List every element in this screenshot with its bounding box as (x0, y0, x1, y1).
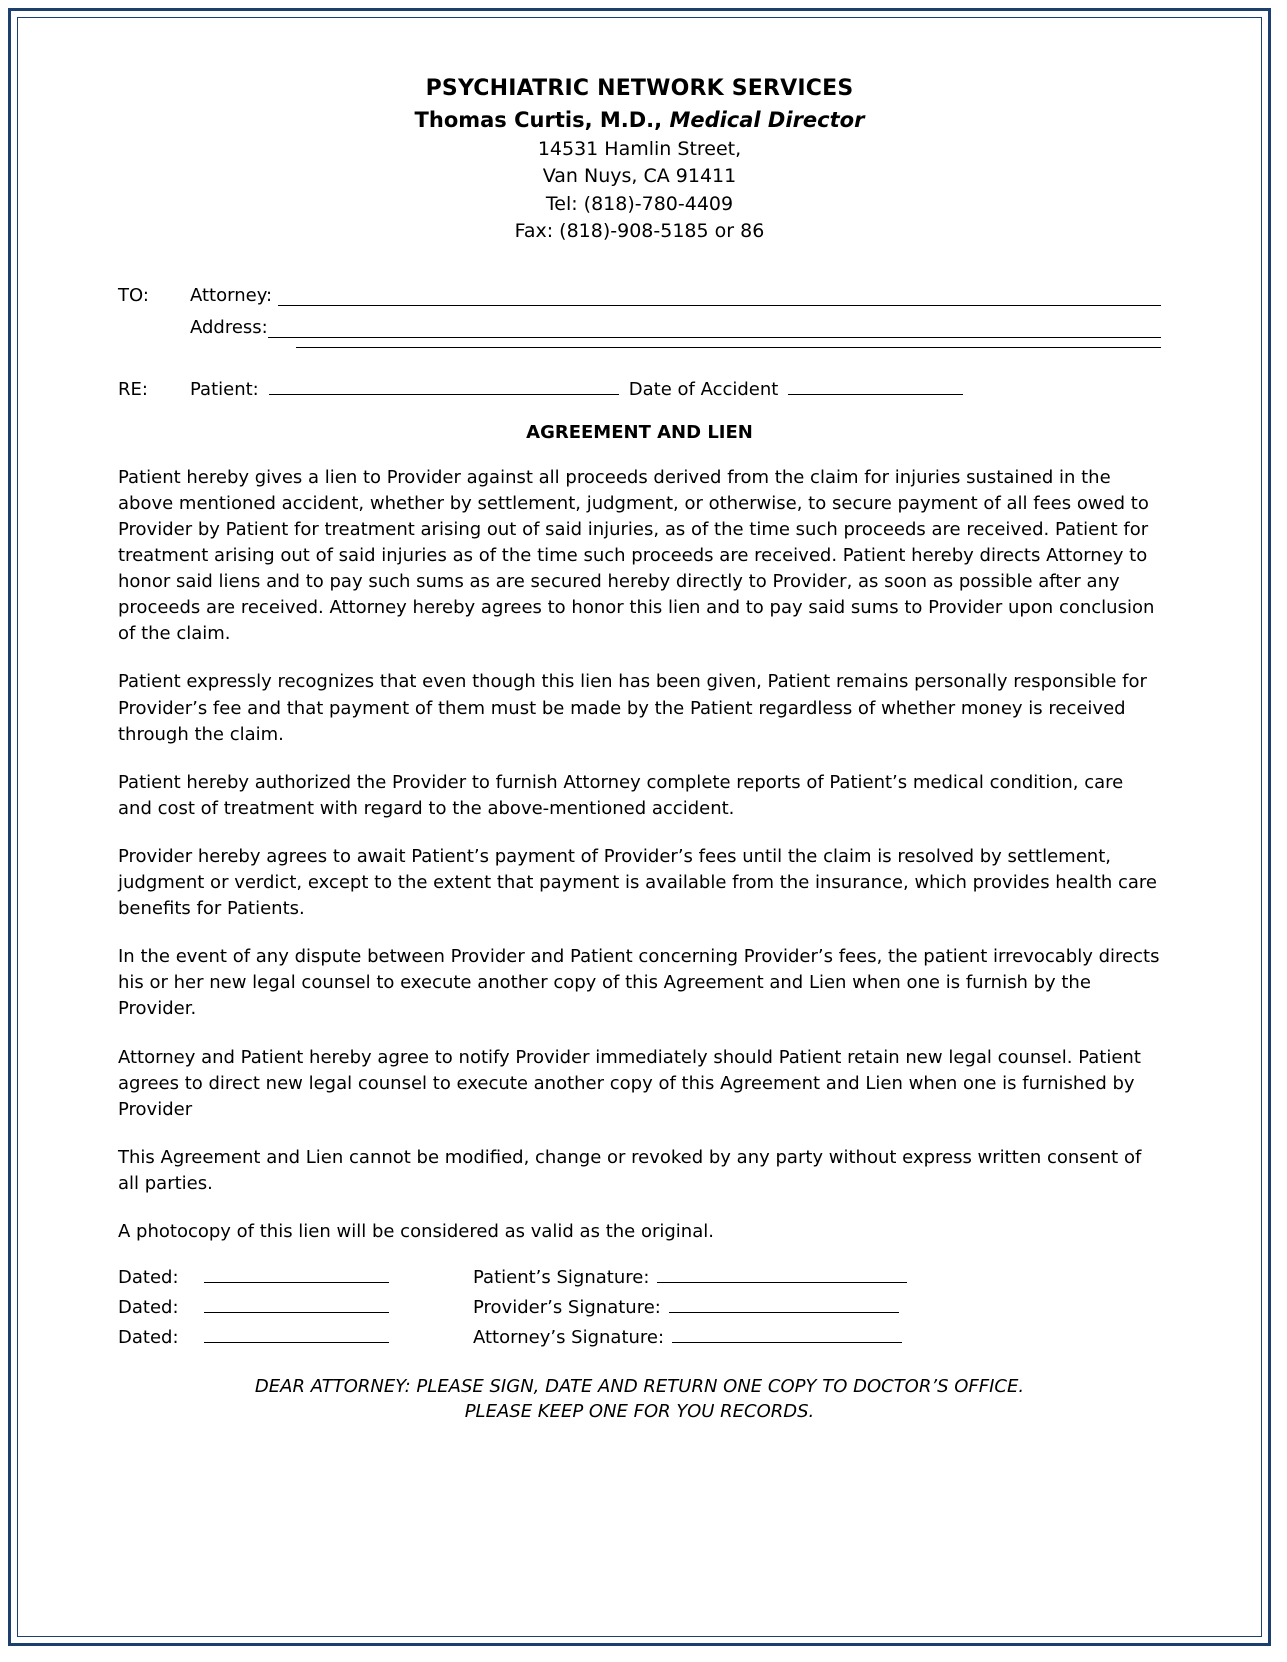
paragraph-1: Patient hereby gives a lien to Provider against all proceeds derived from the claim for injuries sustained in the above mentioned accident, whether by settlement, judgment, or otherwise, to secure payment of all fees owed to Provider by Patient for treatment arising out of said injuries, as of the time such proceeds are received. Patient for treatment arising out of said injuries as of the time such proceeds are received. Patient hereby directs Attorney to honor said liens and to pay such sums as are secured hereby directly to Provider, as soon as possible after any proceeds are received. Attorney hereby agrees to honor this lien and to pay said sums to Provider upon conclusion of the claim. (118, 466, 1155, 645)
provider-signature-input[interactable] (669, 1311, 899, 1313)
organization-name: PSYCHIATRIC NETWORK SERVICES (425, 76, 854, 101)
provider-signature-label: Provider’s Signature: (473, 1297, 661, 1319)
attorney-signature-label: Attorney’s Signature: (473, 1327, 665, 1349)
address-row-1 (118, 314, 1161, 343)
dated-input-provider[interactable] (204, 1311, 389, 1313)
address-line-1: 14531 Hamlin Street, (537, 138, 742, 161)
address-line-2: Van Nuys, CA 91411 (542, 165, 737, 188)
date-of-accident-input[interactable] (788, 393, 963, 395)
footer-note (118, 1374, 1161, 1424)
director-title: Medical Director (669, 108, 865, 133)
dated-label-provider: Dated: (118, 1297, 179, 1319)
fax-line: Fax: (818)-908-5185 or 86 (514, 219, 765, 242)
address-input-1[interactable] (268, 336, 1161, 338)
attorney-signature-input[interactable] (672, 1341, 902, 1343)
patient-input[interactable] (269, 393, 619, 395)
paragraph-2: Patient expressly recognizes that even though this lien has been given, Patient remains personally responsible for Provider’s fee and that payment of them must be made by the Patient regardless of whether money is received through the claim. (118, 671, 1147, 745)
recipient-block (118, 282, 1161, 353)
agreement-text (118, 465, 1161, 1245)
patient-signature-input[interactable] (657, 1281, 907, 1283)
document-body (18, 18, 1261, 1636)
paragraph-3: Patient hereby authorized the Provider to furnish Attorney complete reports of Patient’s medical condition, care and cost of treatment with regard to the above-mentioned accident. (118, 771, 1124, 819)
medical-director-line (118, 107, 1161, 135)
signature-block (118, 1267, 1161, 1348)
dated-label-patient: Dated: (118, 1267, 179, 1289)
re-label: RE: (118, 378, 148, 400)
paragraph-7: This Agreement and Lien cannot be modified, change or revoked by any party without express written consent of all parties. (118, 1146, 1142, 1194)
footer-line-2: PLEASE KEEP ONE FOR YOU RECORDS. (464, 1401, 815, 1423)
address-label: Address: (190, 317, 268, 339)
patient-label: Patient: (190, 378, 259, 400)
dated-input-attorney[interactable] (204, 1341, 389, 1343)
attorney-input[interactable] (278, 304, 1161, 306)
paragraph-5: In the event of any dispute between Provider and Patient concerning Provider’s fees, the patient irrevocably directs his or her new legal counsel to execute another copy of this Agreement and Lien when one is furnish by the Provider. (118, 946, 1160, 1020)
reference-block (118, 379, 1161, 400)
paragraph-4: Provider hereby agrees to await Patient’s payment of Provider’s fees until the claim is resolved by settlement, judgment or verdict, except to the extent that payment is available from the insurance, which provides health care benefits for Patients. (118, 845, 1158, 920)
paragraph-8: A photocopy of this lien will be considered as valid as the original. (118, 1220, 714, 1242)
to-label: TO: (118, 285, 149, 307)
page-outer-border (8, 8, 1271, 1646)
dated-label-attorney: Dated: (118, 1327, 179, 1349)
attorney-row (118, 282, 1161, 311)
telephone-line: Tel: (818)-780-4409 (545, 192, 734, 215)
signature-row-patient (118, 1267, 1161, 1288)
patient-signature-label: Patient’s Signature: (473, 1267, 650, 1289)
signature-row-attorney (118, 1327, 1161, 1348)
signature-row-provider (118, 1297, 1161, 1318)
letterhead (118, 74, 1161, 244)
footer-line-1: DEAR ATTORNEY: PLEASE SIGN, DATE AND RETURN ONE COPY TO DOCTOR’S OFFICE. (254, 1376, 1025, 1398)
paragraph-6: Attorney and Patient hereby agree to notify Provider immediately should Patient retain new legal counsel. Patient agrees to direct new legal counsel to execute another copy of this Agreement and Lien when one is furnished by Provider (118, 1046, 1141, 1120)
address-row-2 (118, 346, 1161, 353)
page-title: AGREEMENT AND LIEN (526, 421, 753, 443)
date-of-accident-label: Date of Accident (628, 378, 779, 400)
attorney-label: Attorney: (190, 285, 273, 307)
page-inner-border (17, 17, 1262, 1637)
patient-row (118, 379, 1161, 400)
dated-input-patient[interactable] (204, 1281, 389, 1283)
director-name: Thomas Curtis, M.D., (414, 108, 663, 133)
address-input-2[interactable] (296, 346, 1161, 348)
